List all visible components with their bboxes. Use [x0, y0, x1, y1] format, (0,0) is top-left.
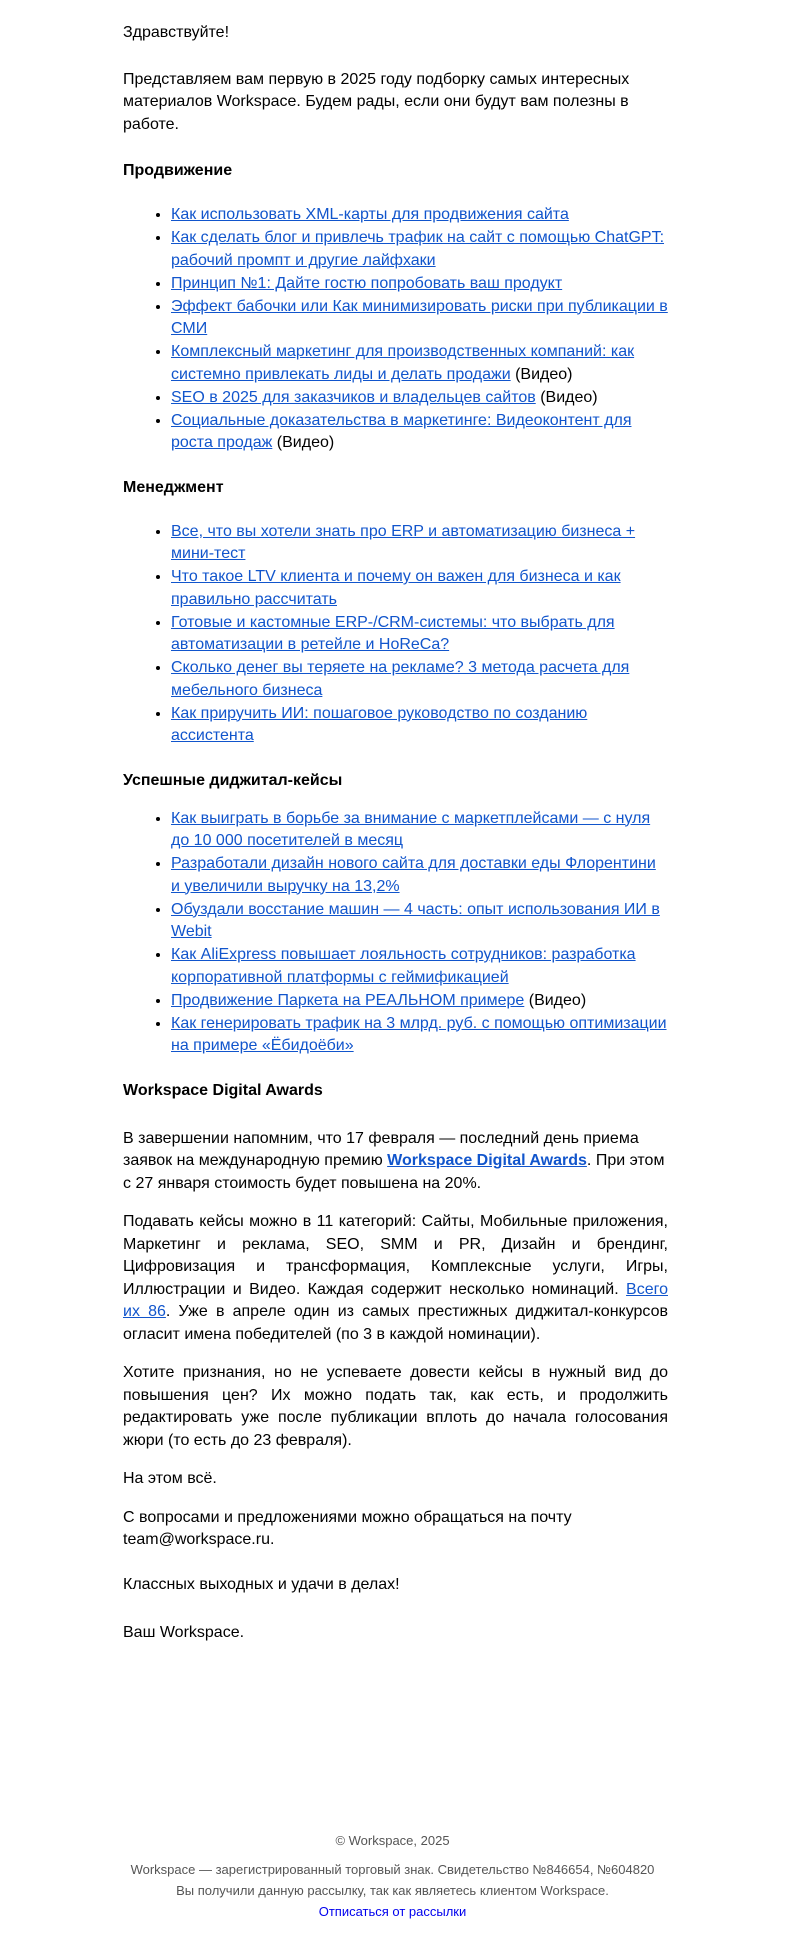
article-link[interactable]: Как приручить ИИ: пошаговое руководство по созданию ассистента	[171, 704, 588, 744]
closing-contact: С вопросами и предложениями можно обращаться на почту team@workspace.ru.	[123, 1508, 572, 1548]
list-item	[171, 899, 668, 944]
article-link[interactable]: Как AliExpress повышает лояльность сотрудников: разработка корпоративной платформы с геймификацией	[171, 946, 636, 986]
article-link[interactable]: Что такое LTV клиента и почему он важен для бизнеса и как правильно рассчитать	[171, 568, 621, 608]
closing-wish: Классных выходных и удачи в делах!	[123, 1575, 400, 1593]
article-link[interactable]: Комплексный маркетинг для производственных компаний: как системно привлекать лиды и делать продажи	[171, 343, 635, 383]
list-item	[171, 273, 668, 296]
list-item	[171, 204, 668, 227]
list-item	[171, 1013, 668, 1058]
awards-text: . При этом с 27 января стоимость будет повышена на 20%.	[123, 1152, 665, 1192]
list-item	[171, 410, 668, 455]
email-body	[123, 22, 668, 1661]
list-item	[171, 521, 668, 566]
list-item	[171, 566, 668, 611]
article-link[interactable]: Готовые и кастомные ERP-/CRM-системы: что выбрать для автоматизации в ретейле и HoReCa?	[171, 613, 615, 653]
subscription-reason: Вы получили данную рассылку, так как являетесь клиентом Workspace.	[176, 1883, 609, 1898]
list-item	[171, 853, 668, 898]
awards-text: Подавать кейсы можно в 11 категорий: Сайты, Мобильные приложения, Маркетинг и реклама, SEO, SMM и PR, Дизайн и брендинг, Цифровизация и трансформация, Комплексные услуги, Игры, Иллюстрации и Видео. Каждая содержит несколько номинаций.	[123, 1213, 668, 1298]
greeting: Здравствуйте!	[123, 24, 230, 41]
trademark-notice: Workspace — зарегистрированный торговый знак. Свидетельство №846654, №604820	[130, 1862, 655, 1877]
list-item	[171, 990, 668, 1013]
cases-list	[123, 808, 668, 1058]
awards-text: . Уже в апреле один из самых престижных диджитал-конкурсов огласит имена победителей (по 3 в каждой номинации).	[123, 1303, 669, 1343]
video-note: (Видео)	[535, 388, 598, 406]
list-item	[171, 703, 668, 748]
section-title-cases: Успешные диджитал-кейсы	[123, 771, 343, 789]
copyright: © Workspace, 2025	[335, 1833, 450, 1848]
management-list	[123, 521, 668, 748]
promotion-list	[123, 204, 668, 455]
article-link[interactable]: Как использовать XML-карты для продвижения сайта	[171, 206, 569, 223]
article-link[interactable]: Разработали дизайн нового сайта для доставки еды Флорентини и увеличили выручку на 13,2%	[171, 855, 656, 895]
article-link[interactable]: Как сделать блог и привлечь трафик на сайт с помощью ChatGPT: рабочий промпт и другие лайфхаки	[171, 229, 665, 269]
section-title-awards: Workspace Digital Awards	[123, 1081, 323, 1099]
article-link[interactable]: Эффект бабочки или Как минимизировать риски при публикации в СМИ	[171, 297, 668, 337]
article-link[interactable]: Сколько денег вы теряете на рекламе? 3 метода расчета для мебельного бизнеса	[171, 659, 630, 699]
video-note: (Видео)	[510, 365, 573, 383]
awards-text: В завершении напомним, что 17 февраля — последний день приема заявок на международную премию	[123, 1129, 639, 1169]
awards-paragraph-1	[123, 1128, 668, 1196]
awards-paragraph-2	[123, 1211, 668, 1346]
nominations-link[interactable]: Всего их 86	[123, 1280, 668, 1320]
list-item	[171, 944, 668, 989]
intro-text: Представляем вам первую в 2025 году подборку самых интересных материалов Workspace. Будем рады, если они будут вам полезны в работе.	[123, 70, 630, 133]
list-item	[171, 657, 668, 702]
awards-paragraph-3: Хотите признания, но не успеваете довести кейсы в нужный вид до повышения цен? Их можно подать так, как есть, и продолжить редактировать уже после публикации вплоть до начала голосования жюри (то есть до 23 февраля).	[123, 1364, 668, 1449]
email-footer	[0, 1830, 785, 1922]
unsubscribe-link[interactable]: Отписаться от рассылки	[318, 1904, 467, 1919]
list-item	[171, 341, 668, 386]
article-link[interactable]: Принцип №1: Дайте гостю попробовать ваш продукт	[171, 274, 563, 292]
article-link[interactable]: Продвижение Паркета на РЕАЛЬНОМ примере	[171, 991, 525, 1009]
article-link[interactable]: Все, что вы хотели знать про ERP и автоматизацию бизнеса + мини-тест	[171, 522, 636, 562]
list-item	[171, 296, 668, 341]
article-link[interactable]: Социальные доказательства в маркетинге: Видеоконтент для роста продаж	[171, 411, 632, 451]
list-item	[171, 808, 668, 853]
video-note: (Видео)	[524, 991, 587, 1009]
video-note: (Видео)	[272, 434, 335, 451]
list-item	[171, 227, 668, 272]
list-item	[171, 387, 668, 410]
signature: Ваш Workspace.	[123, 1624, 245, 1641]
section-title-management: Менеджмент	[123, 478, 224, 496]
section-title-promotion: Продвижение	[123, 162, 233, 179]
list-item	[171, 612, 668, 657]
article-link[interactable]: Как генерировать трафик на 3 млрд. руб. с помощью оптимизации на примере «Ёбидоёби»	[171, 1014, 667, 1054]
closing-all: На этом всё.	[123, 1470, 217, 1487]
article-link[interactable]: Как выиграть в борьбе за внимание с маркетплейсами — с нуля до 10 000 посетителей в месяц	[171, 809, 651, 849]
awards-link[interactable]: Workspace Digital Awards	[387, 1152, 587, 1169]
article-link[interactable]: SEO в 2025 для заказчиков и владельцев сайтов	[171, 388, 536, 406]
article-link[interactable]: Обуздали восстание машин — 4 часть: опыт использования ИИ в Webit	[171, 900, 660, 940]
